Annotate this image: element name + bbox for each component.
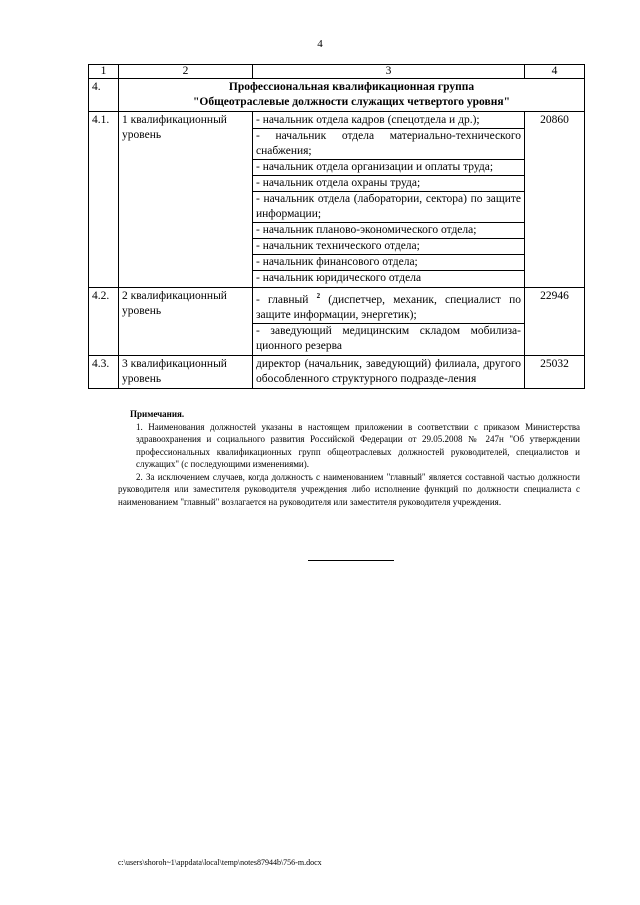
group-row [89, 79, 585, 112]
footer-file-path: c:\users\shoroh~1\appdata\local\temp\notes87944b\756-m.docx [118, 858, 322, 867]
qualification-table [88, 64, 585, 389]
column-number-row [89, 65, 585, 79]
position-item: - заведующий медицинским складом мобилиза-ционного резерва [256, 325, 521, 352]
position-item: - начальник отдела организации и оплаты труда; [253, 160, 524, 176]
group-title [119, 79, 585, 112]
row-number: 4.3. [89, 356, 119, 389]
positions-cell [253, 356, 525, 389]
footnote-marker: 2 [316, 292, 321, 300]
position-prefix: - главный [256, 294, 309, 306]
position-item: - начальник отдела (лаборатории, сектора) по защите информации; [253, 192, 524, 223]
table-row [89, 356, 585, 389]
positions-cell [253, 288, 525, 356]
position-item: - начальник отдела материально-технического снабжения; [253, 129, 524, 160]
note-2: 2. За исключением случаев, когда должность с наименованием "главный" является составной частью должности руководителя или заместителя руководителя учреждения либо исполнение функций по должности специалиста с наименованием "главный" возлагается на руководителя или заместителя руководителя учреждения. [118, 471, 580, 507]
position-description: директор (начальник, заведующий) филиала, другого обособленного структурного подразде-ления [256, 358, 521, 385]
column-number: 4 [525, 65, 585, 79]
group-title-line1: Профессиональная квалификационная группа [228, 81, 475, 93]
notes-section [118, 408, 580, 508]
qualification-level: 3 квалификационный уровень [119, 356, 253, 389]
qualification-level: 1 квалификационный уровень [119, 112, 253, 288]
salary-value: 20860 [525, 112, 585, 288]
positions-cell [253, 112, 525, 288]
position-item: - начальник технического отдела; [253, 239, 524, 255]
qualification-level: 2 квалификационный уровень [119, 288, 253, 356]
group-title-line2: "Общеотраслевые должности служащих четвертого уровня" [193, 96, 510, 108]
column-number: 2 [119, 65, 253, 79]
position-item [253, 289, 524, 324]
table-row [89, 112, 585, 288]
position-item: - начальник отдела кадров (спецотдела и др.); [253, 113, 524, 129]
salary-value: 25032 [525, 356, 585, 389]
column-number: 1 [89, 65, 119, 79]
position-rest: (диспетчер, механик, специалист по защите информации, энергетик); [256, 294, 521, 321]
position-item: - начальник отдела охраны труда; [253, 176, 524, 192]
row-number: 4.1. [89, 112, 119, 288]
salary-value: 22946 [525, 288, 585, 356]
group-number: 4. [89, 79, 119, 112]
position-item: - начальник финансового отдела; [253, 255, 524, 271]
position-item: - начальник планово-экономического отдела; [253, 223, 524, 239]
position-item: - начальник юридического отдела [256, 272, 422, 284]
note-1: 1. Наименования должностей указаны в настоящем приложении в соответствии с приказом Министерства здравоохранения и социального развития Российской Федерации от 29.05.2008 № 247н "Об утверждении профессиональных квалификационных групп общеотраслевых должностей руководителей, специалистов и служащих" (с последующими изменениями). [136, 421, 580, 469]
notes-title: Примечания. [130, 409, 185, 419]
column-number: 3 [253, 65, 525, 79]
table-row [89, 288, 585, 356]
separator-line [308, 560, 394, 561]
row-number: 4.2. [89, 288, 119, 356]
page-number: 4 [317, 38, 323, 50]
